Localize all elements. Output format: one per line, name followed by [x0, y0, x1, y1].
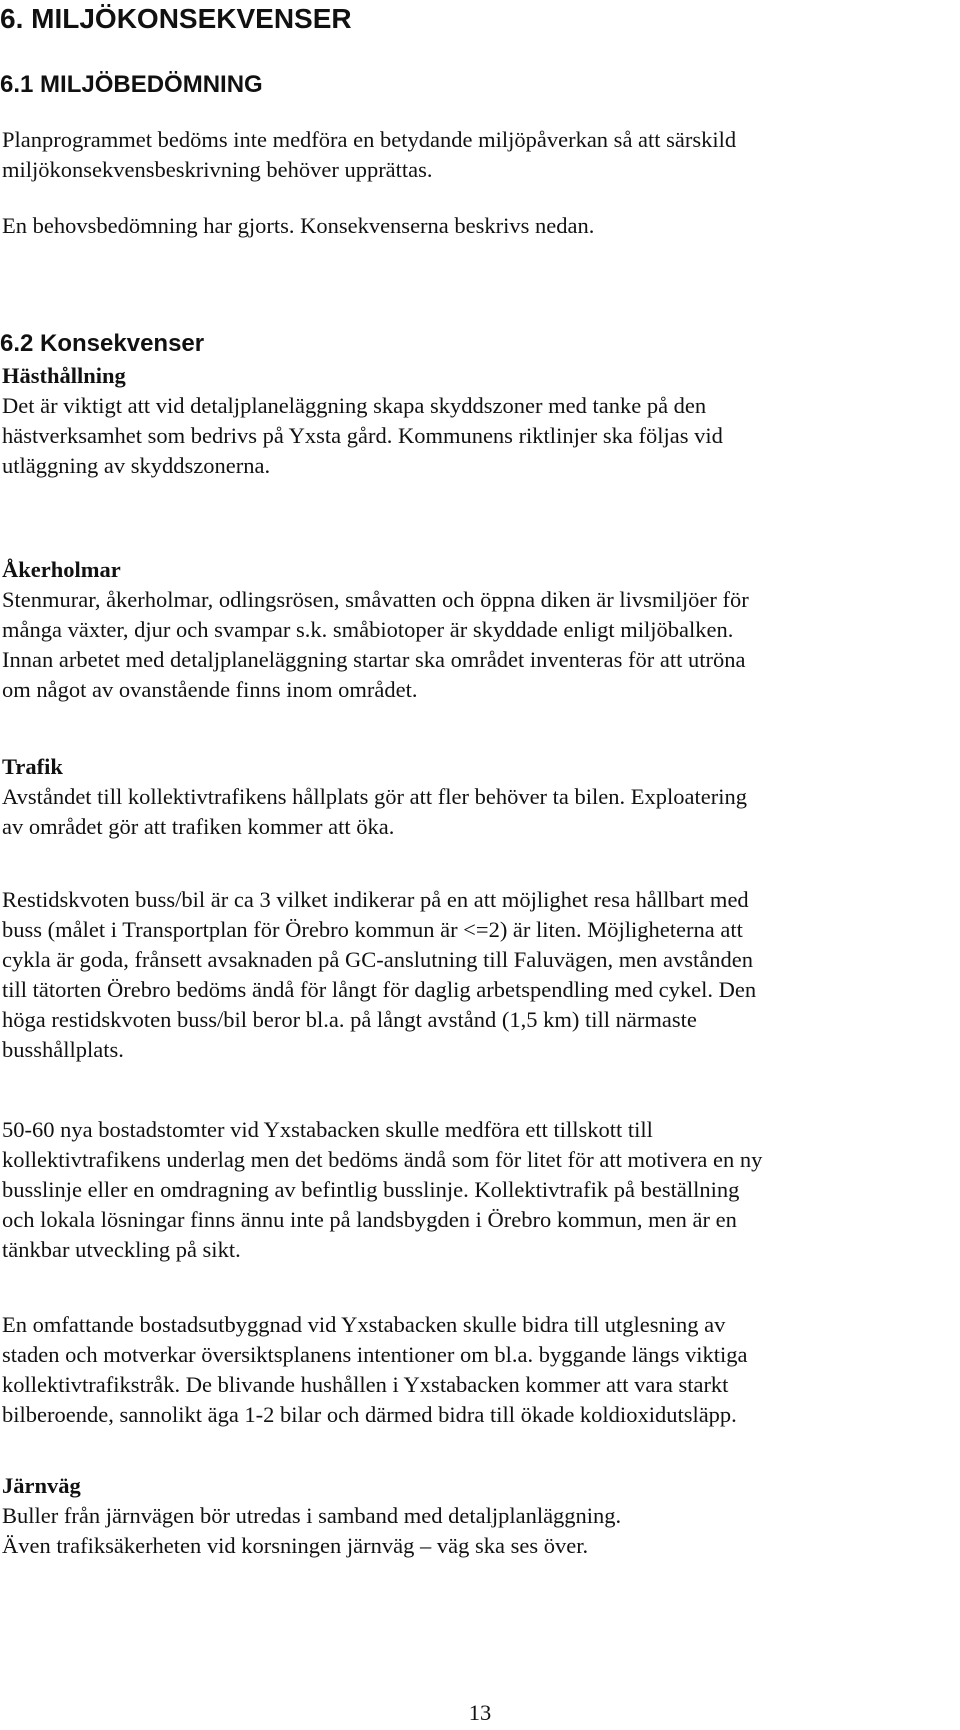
text-line: busshållplats. [2, 1037, 124, 1062]
text-line: utläggning av skyddszonerna. [2, 453, 271, 478]
text-line: buss (målet i Transportplan för Örebro kommun är <=2) är liten. Möjligheterna att [2, 917, 743, 942]
jarnvag-heading: Järnväg [2, 1473, 81, 1498]
text-line: Även trafiksäkerheten vid korsningen järnväg – väg ska ses över. [2, 1533, 589, 1558]
text-line: kollektivtrafikens underlag men det bedöms ändå som för litet för att motivera en ny [2, 1147, 763, 1172]
trafik-paragraph-2 [2, 885, 952, 1065]
text-line: om något av ovanstående finns inom området. [2, 677, 418, 702]
text-line: höga restidskvoten buss/bil beror bl.a. på långt avstånd (1,5 km) till närmaste [2, 1007, 697, 1032]
text-line: miljökonsekvensbeskrivning behöver upprättas. [2, 157, 433, 182]
akerholmar-section [2, 555, 952, 705]
text-line: Planprogrammet bedöms inte medföra en betydande miljöpåverkan så att särskild [2, 127, 737, 152]
text-line: cykla är goda, frånsett avsaknaden på GC-anslutning till Faluvägen, men avstånden [2, 947, 754, 972]
text-line: bilberoende, sannolikt äga 1-2 bilar och därmed bidra till ökade koldioxidutsläpp. [2, 1402, 737, 1427]
text-line: Avståndet till kollektivtrafikens hållplats gör att fler behöver ta bilen. Exploatering [2, 784, 747, 809]
trafik-paragraph-4 [2, 1310, 952, 1430]
hasthallning-section [2, 361, 952, 481]
text-line: av området gör att trafiken kommer att öka. [2, 814, 395, 839]
text-line: Stenmurar, åkerholmar, odlingsrösen, småvatten och öppna diken är livsmiljöer för [2, 587, 749, 612]
text-line: många växter, djur och svampar s.k. småbiotoper är skyddade enligt miljöbalken. [2, 617, 734, 642]
akerholmar-heading: Åkerholmar [2, 557, 121, 582]
text-line: Det är viktigt att vid detaljplaneläggning skapa skyddszoner med tanke på den [2, 393, 707, 418]
section-6-1-title: 6.1 MILJÖBEDÖMNING [0, 71, 263, 98]
page-number: 13 [468, 1700, 492, 1725]
section-6-1-paragraph-2 [2, 211, 952, 241]
section-6-2-title: 6.2 Konsekvenser [0, 330, 205, 357]
text-line: till tätorten Örebro bedöms ändå för långt för daglig arbetspendling med cykel. Den [2, 977, 757, 1002]
text-line: kollektivtrafikstråk. De blivande hushållen i Yxstabacken kommer att vara starkt [2, 1372, 729, 1397]
section-6-1-paragraph-1 [2, 125, 952, 185]
trafik-heading: Trafik [2, 754, 63, 779]
text-line: 50-60 nya bostadstomter vid Yxstabacken skulle medföra ett tillskott till [2, 1117, 653, 1142]
text-line: hästverksamhet som bedrivs på Yxsta gård. Kommunens riktlinjer ska följas vid [2, 423, 723, 448]
text-line: Innan arbetet med detaljplaneläggning startar ska området inventeras för att utröna [2, 647, 746, 672]
text-line: En behovsbedömning har gjorts. Konsekvenserna beskrivs nedan. [2, 213, 595, 238]
trafik-section [2, 752, 952, 842]
hasthallning-heading: Hästhållning [2, 363, 126, 388]
jarnvag-section [2, 1471, 952, 1561]
chapter-heading: 6. MILJÖKONSEKVENSER [0, 3, 352, 34]
text-line: Restidskvoten buss/bil är ca 3 vilket indikerar på en att möjlighet resa hållbart med [2, 887, 749, 912]
text-line: busslinje eller en omdragning av befintlig busslinje. Kollektivtrafik på beställning [2, 1177, 740, 1202]
trafik-paragraph-3 [2, 1115, 952, 1265]
text-line: tänkbar utveckling på sikt. [2, 1237, 241, 1262]
text-line: staden och motverkar översiktsplanens intentioner om bl.a. byggande längs viktiga [2, 1342, 748, 1367]
text-line: och lokala lösningar finns ännu inte på landsbygden i Örebro kommun, men är en [2, 1207, 737, 1232]
text-line: En omfattande bostadsutbyggnad vid Yxstabacken skulle bidra till utglesning av [2, 1312, 726, 1337]
text-line: Buller från järnvägen bör utredas i samband med detaljplanläggning. [2, 1503, 622, 1528]
